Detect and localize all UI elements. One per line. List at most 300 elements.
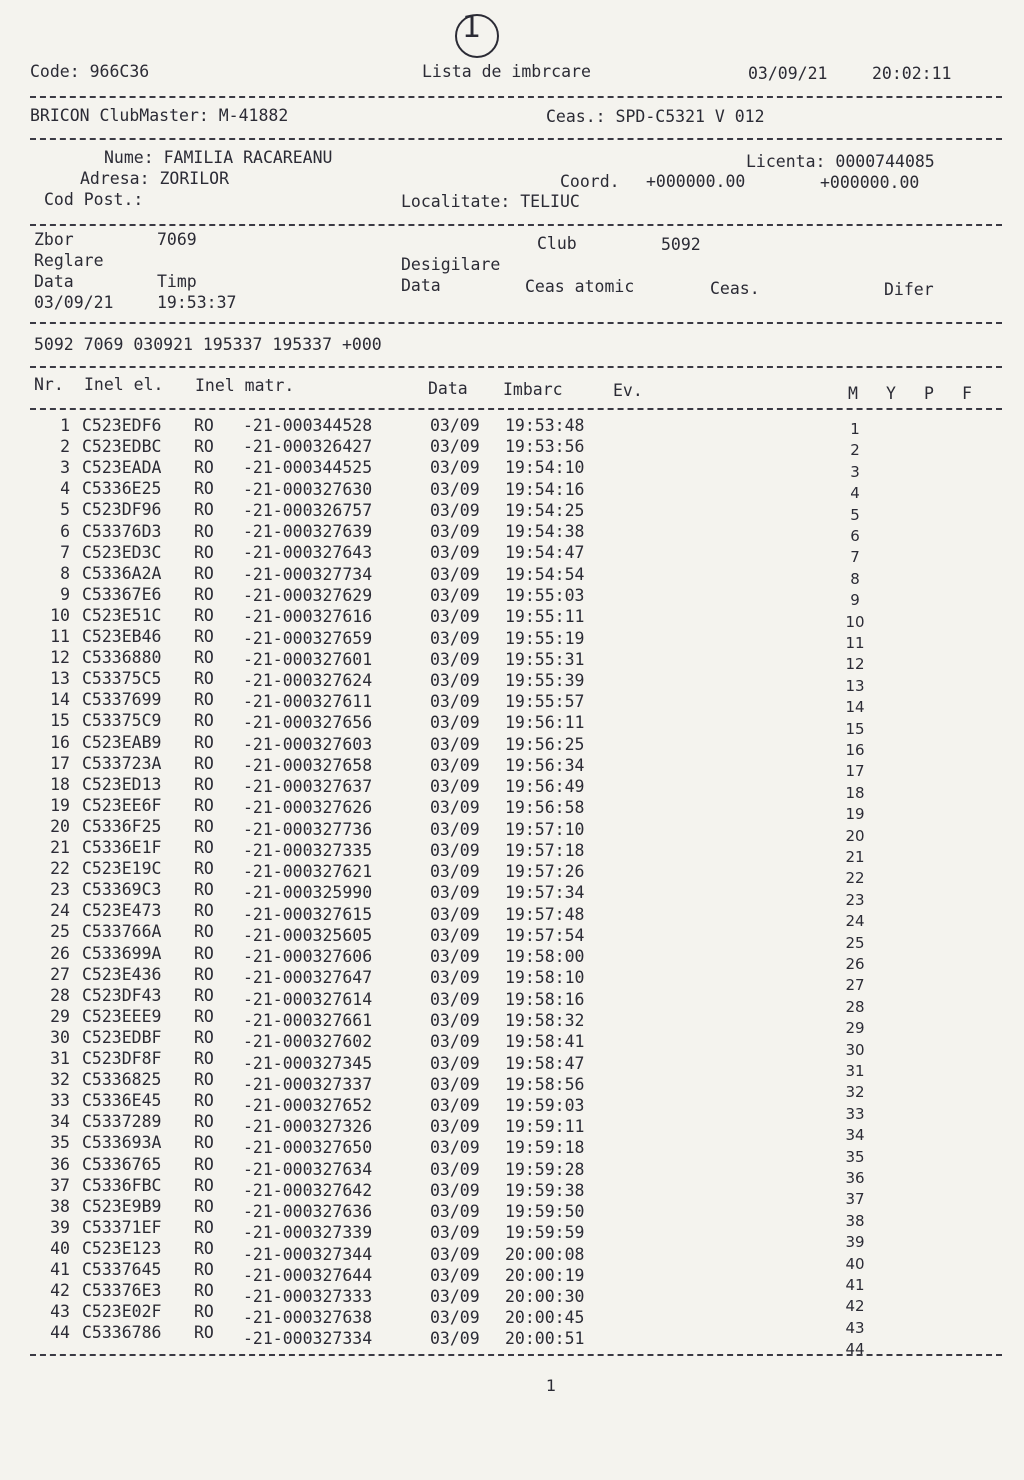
handwritten-mark: 43 <box>845 1318 865 1337</box>
boarding-time: 19:59:18 <box>505 1138 585 1158</box>
boarding-date: 03/09 <box>430 692 480 712</box>
clubmaster-id: BRICON ClubMaster: M-41882 <box>30 106 289 125</box>
row-number: 38 <box>50 1196 70 1216</box>
boarding-date: 03/09 <box>430 1308 480 1328</box>
electronic-ring: C5336786 <box>82 1323 162 1343</box>
boarding-time: 19:56:49 <box>505 777 585 797</box>
col-y: Y <box>886 384 896 403</box>
ring-registration: -21-000327626 <box>243 798 373 818</box>
ring-registration: -21-000327606 <box>243 947 373 967</box>
boarding-time: 19:59:28 <box>505 1159 585 1179</box>
electronic-ring: C5336E25 <box>82 479 162 499</box>
handwritten-mark: 41 <box>845 1276 865 1294</box>
ring-registration: -21-000327647 <box>243 968 373 988</box>
row-number: 37 <box>50 1175 70 1195</box>
handwritten-mark: 14 <box>845 698 865 717</box>
boarding-time: 20:00:30 <box>505 1287 585 1307</box>
row-number: 18 <box>50 774 70 794</box>
ring-registration: -21-000344525 <box>243 458 373 478</box>
handwritten-mark: 24 <box>845 912 865 931</box>
country-code: RO <box>194 1196 214 1216</box>
boarding-date: 03/09 <box>430 1095 480 1115</box>
boarding-date: 03/09 <box>430 1202 480 1222</box>
electronic-ring: C5337699 <box>82 690 162 710</box>
clock-id: Ceas.: SPD-C5321 V 012 <box>546 107 765 126</box>
row-number: 1 <box>60 416 70 435</box>
electronic-ring: C53375C9 <box>82 711 162 731</box>
ring-registration: -21-000327636 <box>243 1202 373 1222</box>
divider <box>30 366 1002 368</box>
boarding-date: 03/09 <box>430 458 480 478</box>
timp-label: Timp <box>157 272 197 291</box>
table-row <box>0 732 1024 759</box>
ring-registration: -21-000327603 <box>243 734 373 754</box>
handwritten-mark: 25 <box>845 933 865 952</box>
row-number: 20 <box>50 816 70 836</box>
handwritten-mark: 40 <box>845 1254 865 1273</box>
boarding-time: 19:56:25 <box>505 734 585 754</box>
boarding-time: 19:56:58 <box>505 798 585 818</box>
boarding-time: 20:00:08 <box>505 1244 585 1264</box>
ring-registration: -21-000327634 <box>243 1159 373 1179</box>
ring-registration: -21-000327639 <box>243 522 373 542</box>
ring-registration: -21-000327345 <box>243 1053 373 1073</box>
boarding-date: 03/09 <box>430 628 480 648</box>
row-number: 27 <box>50 964 70 984</box>
boarding-date: 03/09 <box>430 1223 480 1243</box>
handwritten-mark: 15 <box>845 719 865 738</box>
handwritten-mark: 39 <box>845 1233 865 1252</box>
table-row <box>0 1323 1024 1359</box>
country-code: RO <box>194 1323 214 1343</box>
row-number: 9 <box>60 584 70 604</box>
boarding-time: 19:57:26 <box>505 862 585 882</box>
boarding-date: 03/09 <box>430 1138 480 1158</box>
table-row <box>0 922 1024 952</box>
doc-time: 20:02:11 <box>872 64 952 83</box>
boarding-time: 19:54:25 <box>505 500 585 520</box>
boarding-time: 19:58:32 <box>505 1010 585 1030</box>
boarding-date: 03/09 <box>430 862 480 882</box>
boarding-date: 03/09 <box>430 1074 480 1094</box>
col-inel-matr: Inel matr. <box>195 376 295 395</box>
boarding-time: 19:58:16 <box>505 989 585 1009</box>
data-label: Data <box>34 272 74 291</box>
boarding-date: 03/09 <box>430 713 480 733</box>
country-code: RO <box>194 711 214 731</box>
club-label: Club <box>537 234 577 253</box>
row-number: 21 <box>50 838 70 857</box>
country-code: RO <box>194 563 214 583</box>
boarding-date: 03/09 <box>430 1053 480 1073</box>
row-number: 5 <box>60 500 70 520</box>
handwritten-mark: 44 <box>845 1340 865 1359</box>
boarding-time: 20:00:19 <box>505 1266 585 1285</box>
country-code: RO <box>194 584 214 604</box>
ring-registration: -21-000327601 <box>243 649 373 669</box>
country-code: RO <box>194 669 214 689</box>
boarding-date: 03/09 <box>430 564 480 584</box>
electronic-ring: C5336E45 <box>82 1091 162 1111</box>
boarding-date: 03/09 <box>430 607 480 627</box>
clock-label: Ceas. <box>710 279 760 298</box>
boarding-date: 03/09 <box>430 585 480 605</box>
electronic-ring: C533699A <box>82 943 162 963</box>
ring-registration: -21-000327658 <box>243 755 373 775</box>
handwritten-mark: 22 <box>845 869 865 888</box>
country-code: RO <box>194 690 214 710</box>
boarding-date: 03/09 <box>430 819 480 839</box>
boarding-time: 19:57:18 <box>505 841 585 860</box>
owner-address: Adresa: ZORILOR <box>80 169 230 188</box>
handwritten-mark: 21 <box>845 848 865 866</box>
country-code: RO <box>194 1006 214 1026</box>
row-number: 16 <box>50 732 70 752</box>
divider <box>30 1354 1002 1356</box>
col-nr: Nr. <box>34 375 64 394</box>
ring-registration: -21-000327344 <box>243 1244 373 1264</box>
boarding-time: 19:57:10 <box>505 819 585 839</box>
country-code: RO <box>194 1027 214 1047</box>
electronic-ring: C523E123 <box>82 1238 162 1258</box>
handwritten-mark: 3 <box>850 462 860 481</box>
boarding-time: 19:53:56 <box>505 437 585 457</box>
handwritten-mark: 42 <box>845 1297 865 1316</box>
table-row <box>0 458 1024 479</box>
country-code: RO <box>194 922 214 942</box>
electronic-ring: C53367E6 <box>82 584 162 604</box>
ring-registration: -21-000327736 <box>243 819 373 839</box>
country-code: RO <box>194 753 214 773</box>
club-number: 5092 <box>661 235 701 254</box>
boarding-time: 19:56:11 <box>505 713 585 733</box>
table-row <box>0 859 1024 888</box>
handwritten-mark: 19 <box>845 805 865 824</box>
boarding-date: 03/09 <box>430 989 480 1009</box>
electronic-ring: C53376E3 <box>82 1281 162 1301</box>
electronic-ring: C5336A2A <box>82 563 162 583</box>
row-number: 36 <box>50 1154 70 1174</box>
country-code: RO <box>194 985 214 1005</box>
electronic-ring: C5336FBC <box>82 1175 162 1195</box>
table-row <box>0 584 1024 610</box>
divider <box>30 138 1002 140</box>
row-number: 15 <box>50 711 70 731</box>
electronic-ring: C523ED3C <box>82 542 162 562</box>
electronic-ring: C523E9B9 <box>82 1196 162 1216</box>
ring-registration: -21-000327644 <box>243 1266 373 1285</box>
electronic-ring: C523EB46 <box>82 627 162 646</box>
doc-code: Code: 966C36 <box>30 62 150 81</box>
country-code: RO <box>194 838 214 857</box>
boarding-time: 19:54:38 <box>505 522 585 542</box>
ring-registration: -21-000327339 <box>243 1223 373 1243</box>
ring-registration: -21-000325990 <box>243 883 373 903</box>
boarding-time: 19:55:39 <box>505 670 585 690</box>
handwritten-mark: 23 <box>845 890 865 909</box>
boarding-time: 19:59:38 <box>505 1180 585 1200</box>
country-code: RO <box>194 795 214 815</box>
ring-registration: -21-000327642 <box>243 1180 373 1200</box>
summary-line: 5092 7069 030921 195337 195337 +000 <box>34 335 382 354</box>
country-code: RO <box>194 1112 214 1132</box>
boarding-time: 19:54:54 <box>505 564 585 584</box>
electronic-ring: C5337289 <box>82 1112 162 1132</box>
locality: Localitate: TELIUC <box>401 192 580 211</box>
row-number: 42 <box>50 1281 70 1301</box>
country-code: RO <box>194 1175 214 1195</box>
postal-code: Cod Post.: <box>44 190 144 209</box>
handwritten-mark: 30 <box>845 1040 865 1059</box>
electronic-ring: C53375C5 <box>82 669 162 689</box>
reglare-time: 19:53:37 <box>157 293 237 312</box>
electronic-ring: C5336825 <box>82 1070 162 1090</box>
coord-label: Coord. <box>560 172 620 191</box>
electronic-ring: C533723A <box>82 753 162 773</box>
boarding-time: 19:55:11 <box>505 607 585 627</box>
row-number: 3 <box>60 458 70 478</box>
electronic-ring: C523EDBC <box>82 437 162 457</box>
country-code: RO <box>194 1217 214 1237</box>
data2-label: Data <box>401 276 441 295</box>
country-code: RO <box>194 943 214 963</box>
boarding-date: 03/09 <box>430 734 480 754</box>
handwritten-mark: 36 <box>845 1169 865 1187</box>
boarding-date: 03/09 <box>430 1244 480 1264</box>
handwritten-mark: 32 <box>845 1083 865 1102</box>
electronic-ring: C53376D3 <box>82 521 162 541</box>
boarding-time: 19:57:48 <box>505 904 585 924</box>
electronic-ring: C523E02F <box>82 1302 162 1322</box>
country-code: RO <box>194 964 214 984</box>
boarding-date: 03/09 <box>430 479 480 499</box>
handwritten-mark: 9 <box>850 591 860 610</box>
handwritten-page-number: 1 <box>462 10 482 45</box>
boarding-date: 03/09 <box>430 500 480 520</box>
electronic-ring: C523EAB9 <box>82 732 162 752</box>
col-data: Data <box>428 379 468 398</box>
handwritten-mark: 13 <box>845 676 865 695</box>
divider <box>30 322 1002 324</box>
boarding-date: 03/09 <box>430 798 480 818</box>
row-number: 11 <box>50 627 70 646</box>
row-number: 44 <box>50 1323 70 1343</box>
row-number: 28 <box>50 985 70 1005</box>
country-code: RO <box>194 774 214 794</box>
row-number: 10 <box>50 605 70 625</box>
col-f: F <box>962 384 972 403</box>
ring-registration: -21-000327650 <box>243 1138 373 1158</box>
boarding-time: 19:58:47 <box>505 1053 585 1073</box>
boarding-time: 19:58:56 <box>505 1074 585 1094</box>
ring-registration: -21-000327630 <box>243 479 373 499</box>
boarding-date: 03/09 <box>430 904 480 924</box>
boarding-date: 03/09 <box>430 416 480 435</box>
country-code: RO <box>194 1154 214 1174</box>
handwritten-mark: 10 <box>845 612 865 631</box>
country-code: RO <box>194 437 214 457</box>
row-number: 41 <box>50 1260 70 1279</box>
boarding-time: 19:58:10 <box>505 968 585 988</box>
col-m: M <box>848 384 858 403</box>
country-code: RO <box>194 648 214 668</box>
row-number: 31 <box>50 1049 70 1068</box>
handwritten-mark: 16 <box>845 741 865 759</box>
ring-registration: -21-000326427 <box>243 437 373 457</box>
boarding-date: 03/09 <box>430 947 480 967</box>
ring-registration: -21-000327614 <box>243 989 373 1009</box>
difference-label: Difer <box>884 280 934 299</box>
row-number: 40 <box>50 1238 70 1258</box>
country-code: RO <box>194 1238 214 1258</box>
handwritten-mark: 35 <box>845 1147 865 1166</box>
country-code: RO <box>194 416 214 435</box>
table-row <box>0 627 1024 652</box>
table-row <box>0 563 1024 588</box>
ring-registration: -21-000327661 <box>243 1010 373 1030</box>
boarding-date: 03/09 <box>430 883 480 903</box>
boarding-date: 03/09 <box>430 777 480 797</box>
country-code: RO <box>194 1260 214 1279</box>
row-number: 17 <box>50 753 70 773</box>
boarding-date: 03/09 <box>430 1032 480 1052</box>
ring-registration: -21-000327643 <box>243 543 373 563</box>
handwritten-mark: 8 <box>850 569 860 588</box>
row-number: 4 <box>60 479 70 499</box>
electronic-ring: C523EDBF <box>82 1027 162 1047</box>
table-row <box>0 648 1024 674</box>
row-number: 30 <box>50 1027 70 1047</box>
table-row <box>0 880 1024 909</box>
handwritten-mark: 38 <box>845 1211 865 1230</box>
boarding-time: 19:54:16 <box>505 479 585 499</box>
license: Licenta: 0000744085 <box>746 152 935 171</box>
country-code: RO <box>194 458 214 478</box>
row-number: 32 <box>50 1070 70 1090</box>
boarding-date: 03/09 <box>430 841 480 860</box>
table-row <box>0 816 1024 845</box>
ring-registration: -21-000327611 <box>243 692 373 712</box>
country-code: RO <box>194 605 214 625</box>
ring-registration: -21-000327629 <box>243 585 373 605</box>
boarding-time: 20:00:51 <box>505 1329 585 1349</box>
row-number: 14 <box>50 690 70 710</box>
divider <box>30 96 1002 98</box>
table-row <box>0 479 1024 503</box>
row-number: 6 <box>60 521 70 541</box>
boarding-time: 19:54:10 <box>505 458 585 478</box>
ring-registration: -21-000327656 <box>243 713 373 733</box>
boarding-date: 03/09 <box>430 968 480 988</box>
table-row <box>0 943 1024 973</box>
ring-registration: -21-000327624 <box>243 670 373 690</box>
col-imbarc: Imbarc <box>503 380 563 399</box>
boarding-date: 03/09 <box>430 1329 480 1349</box>
reglare-date: 03/09/21 <box>34 293 114 312</box>
boarding-date: 03/09 <box>430 1159 480 1179</box>
ring-registration: -21-000327335 <box>243 841 373 860</box>
ring-registration: -21-000327326 <box>243 1117 373 1137</box>
boarding-time: 19:58:41 <box>505 1032 585 1052</box>
boarding-time: 19:57:34 <box>505 883 585 903</box>
coord-2: +000000.00 <box>820 173 920 192</box>
row-number: 19 <box>50 795 70 815</box>
electronic-ring: C5336E1F <box>82 838 162 857</box>
country-code: RO <box>194 732 214 752</box>
country-code: RO <box>194 859 214 879</box>
doc-title: Lista de imbrcare <box>422 62 591 81</box>
ring-registration: -21-000327652 <box>243 1095 373 1115</box>
country-code: RO <box>194 1091 214 1111</box>
country-code: RO <box>194 500 214 520</box>
ring-registration: -21-000327616 <box>243 607 373 627</box>
electronic-ring: C523EE6F <box>82 795 162 815</box>
table-row <box>0 774 1024 802</box>
row-number: 12 <box>50 648 70 668</box>
table-row <box>0 795 1024 824</box>
electronic-ring: C5337645 <box>82 1260 162 1279</box>
ring-registration: -21-000326757 <box>243 500 373 520</box>
country-code: RO <box>194 542 214 562</box>
row-number: 2 <box>60 437 70 457</box>
electronic-ring: C53371EF <box>82 1217 162 1237</box>
col-inel-el: Inel el. <box>84 375 164 394</box>
electronic-ring: C5336765 <box>82 1154 162 1174</box>
electronic-ring: C523EADA <box>82 458 162 478</box>
electronic-ring: C523EDF6 <box>82 416 162 435</box>
handwritten-mark: 18 <box>845 783 865 802</box>
handwritten-mark: 31 <box>845 1062 865 1080</box>
electronic-ring: C533693A <box>82 1133 162 1153</box>
reglare-label: Reglare <box>34 251 104 270</box>
boarding-time: 20:00:45 <box>505 1308 585 1328</box>
boarding-date: 03/09 <box>430 1266 480 1285</box>
table-row <box>0 901 1024 931</box>
country-code: RO <box>194 901 214 921</box>
ring-registration: -21-000325605 <box>243 925 373 945</box>
electronic-ring: C5336880 <box>82 648 162 668</box>
col-ev: Ev. <box>613 381 643 400</box>
boarding-time: 19:55:31 <box>505 649 585 669</box>
table-row <box>0 416 1024 437</box>
boarding-time: 19:57:54 <box>505 925 585 945</box>
table-row <box>0 500 1024 524</box>
boarding-date: 03/09 <box>430 522 480 542</box>
handwritten-mark: 17 <box>845 762 865 781</box>
table-row <box>0 437 1024 458</box>
ring-registration: -21-000327602 <box>243 1032 373 1052</box>
ring-registration: -21-000327734 <box>243 564 373 584</box>
row-number: 23 <box>50 880 70 900</box>
electronic-ring: C523ED13 <box>82 774 162 794</box>
table-row <box>0 838 1024 866</box>
table-row <box>0 542 1024 567</box>
owner-name: Nume: FAMILIA RACAREANU <box>104 148 333 167</box>
ring-registration: -21-000327637 <box>243 777 373 797</box>
electronic-ring: C523E19C <box>82 859 162 879</box>
row-number: 33 <box>50 1091 70 1111</box>
handwritten-mark: 6 <box>850 527 860 545</box>
boarding-time: 19:58:00 <box>505 947 585 967</box>
ring-registration: -21-000327333 <box>243 1287 373 1307</box>
table-row <box>0 711 1024 738</box>
boarding-date: 03/09 <box>430 925 480 945</box>
boarding-time: 19:59:11 <box>505 1117 585 1137</box>
electronic-ring: C5336F25 <box>82 816 162 836</box>
ring-registration: -21-000327659 <box>243 628 373 648</box>
table-row <box>0 522 1024 543</box>
divider <box>30 408 1002 410</box>
